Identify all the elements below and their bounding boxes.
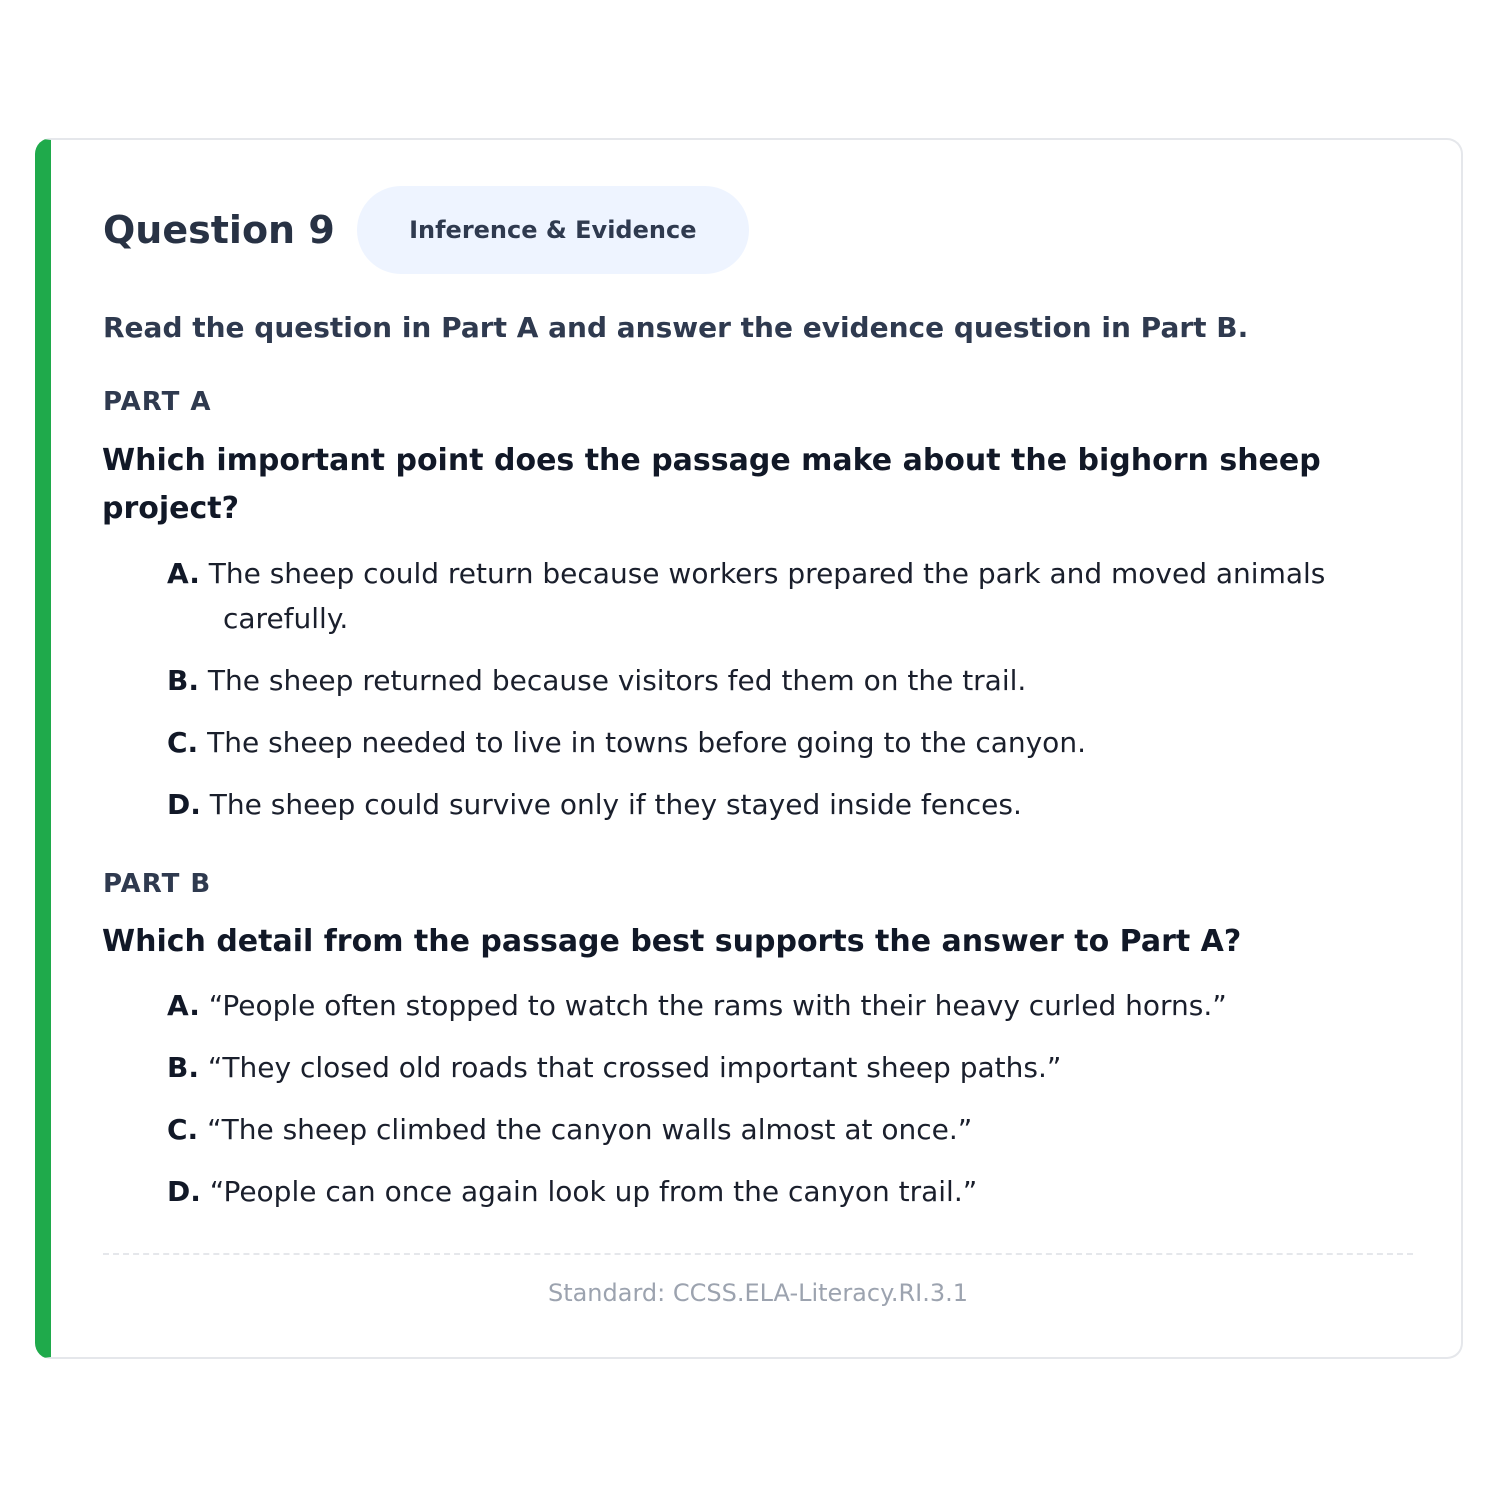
option-text: The sheep returned because visitors fed them on the trail. bbox=[207, 664, 1027, 697]
part-b-option-b[interactable] bbox=[167, 1045, 1417, 1090]
part-a-option-b[interactable] bbox=[167, 658, 1417, 703]
question-title: Question 9 bbox=[103, 208, 335, 252]
part-b-option-d[interactable] bbox=[167, 1169, 1417, 1214]
part-b-question: Which detail from the passage best supports the answer to Part A? bbox=[102, 924, 1242, 959]
question-card bbox=[35, 138, 1463, 1359]
option-letter: A. bbox=[167, 557, 200, 590]
option-text: “People often stopped to watch the rams with their heavy curled horns.” bbox=[208, 989, 1227, 1022]
part-a-option-d[interactable] bbox=[167, 782, 1417, 827]
option-text: “They closed old roads that crossed important sheep paths.” bbox=[207, 1051, 1062, 1084]
option-letter: B. bbox=[167, 1051, 199, 1084]
option-letter: D. bbox=[167, 1175, 201, 1208]
part-b-option-a[interactable] bbox=[167, 983, 1417, 1028]
question-header bbox=[103, 186, 749, 274]
option-letter: C. bbox=[167, 1113, 199, 1146]
part-a-option-a[interactable] bbox=[167, 551, 1417, 641]
question-instruction: Read the question in Part A and answer the evidence question in Part B. bbox=[103, 311, 1249, 344]
skill-badge: Inference & Evidence bbox=[357, 186, 749, 274]
part-b-option-c[interactable] bbox=[167, 1107, 1417, 1152]
option-letter: A. bbox=[167, 989, 200, 1022]
option-text: The sheep needed to live in towns before going to the canyon. bbox=[207, 726, 1086, 759]
option-letter: D. bbox=[167, 788, 201, 821]
part-b-label: PART B bbox=[103, 869, 212, 899]
option-text: The sheep could return because workers prepared the park and moved animals carefully. bbox=[208, 557, 1326, 635]
part-a-label: PART A bbox=[103, 387, 212, 417]
option-letter: C. bbox=[167, 726, 199, 759]
part-a-question: Which important point does the passage make about the bighorn sheep project? bbox=[102, 443, 1321, 526]
part-a-option-c[interactable] bbox=[167, 720, 1417, 765]
option-letter: B. bbox=[167, 664, 199, 697]
standard-label: Standard: CCSS.ELA-Literacy.RI.3.1 bbox=[547, 1279, 969, 1307]
option-text: “The sheep climbed the canyon walls almost at once.” bbox=[207, 1113, 973, 1146]
option-text: The sheep could survive only if they stayed inside fences. bbox=[209, 788, 1022, 821]
footer-divider bbox=[103, 1253, 1413, 1255]
option-text: “People can once again look up from the canyon trail.” bbox=[209, 1175, 978, 1208]
